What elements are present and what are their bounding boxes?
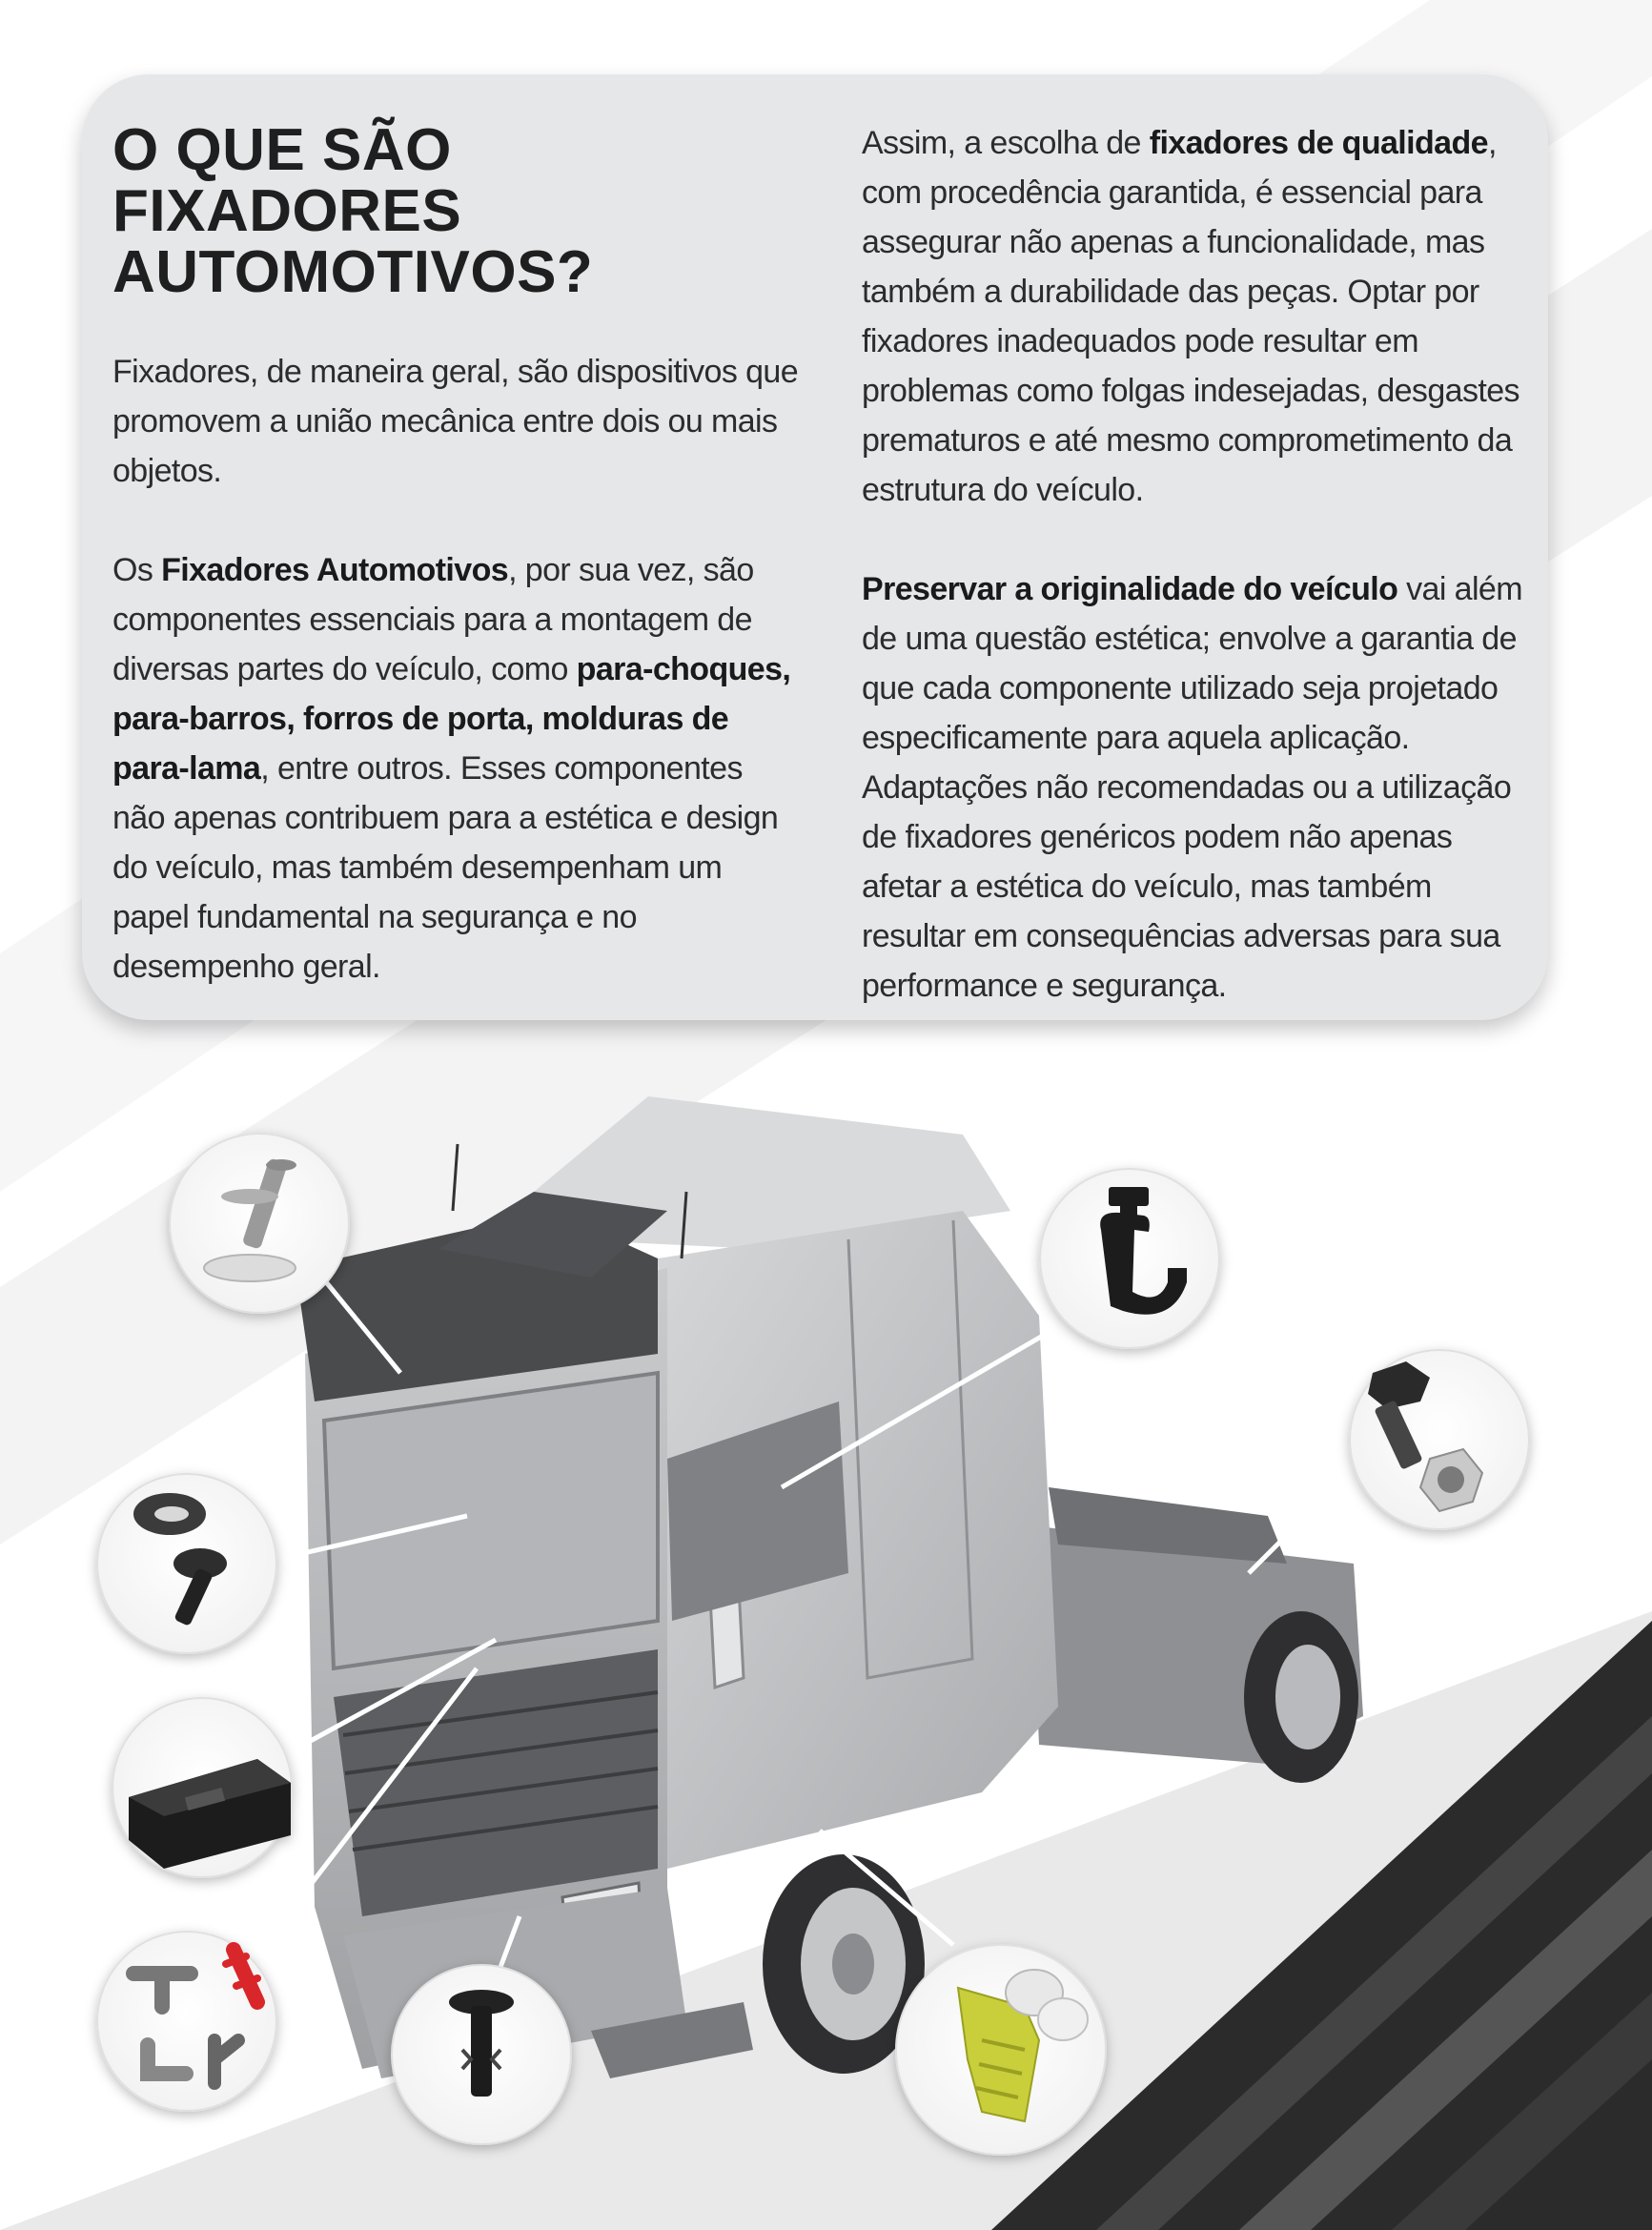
callout-yellow-clip xyxy=(896,1945,1106,2155)
body-text: , por sua vez, são componentes essenciais para a montagem de diversas partes do veículo, como xyxy=(112,551,754,687)
body-text: Fixadores, de maneira geral, são dispositivos que promovem a união mecânica entre dois ou mais objetos. xyxy=(112,353,798,489)
left-column xyxy=(112,74,799,992)
callout-j-clip xyxy=(1040,1169,1219,1348)
body-text: , com procedência garantida, é essencial para assegurar não apenas a funcionalidade, mas também a durabilidade das peças. Optar por fixadores inadequados pode resultar em problemas como folgas indesejadas, desgastes prematuros e até mesmo comprometimento da estrutura do veículo. xyxy=(862,125,1519,508)
callout-snap-rivet xyxy=(97,1474,276,1653)
emphasis-text: Fixadores Automotivos xyxy=(161,551,509,588)
paragraph-definition xyxy=(112,347,799,496)
callout-bolt-nut xyxy=(1350,1350,1529,1529)
title-line-2: AUTOMOTIVOS? xyxy=(112,238,594,305)
emphasis-text: fixadores de qualidade xyxy=(1149,125,1488,161)
right-column xyxy=(862,74,1529,1011)
paragraph-originality xyxy=(862,564,1529,1011)
emphasis-text: Preservar a originalidade do veículo xyxy=(862,571,1398,607)
body-text: vai além de uma questão estética; envolve a garantia de que cada componente utilizado seja projetado especificamente para aquela aplicação. Adaptações não recomendadas ou a utilização de fixadores genéricos podem não apenas afetar a estética do veículo, mas também resultar em consequências adversas para sua performance e segurança. xyxy=(862,571,1522,1004)
page-title xyxy=(112,117,799,305)
paragraph-quality xyxy=(862,118,1529,515)
callout-black-rivet xyxy=(392,1965,571,2144)
callout-black-bracket xyxy=(112,1698,292,1877)
paragraph-automotive-fasteners xyxy=(112,545,799,992)
body-text: Os xyxy=(112,551,162,588)
body-text: Assim, a escolha de xyxy=(862,125,1150,161)
title-line-1: O QUE SÃO FIXADORES xyxy=(112,117,462,244)
callout-hose-connectors xyxy=(97,1932,276,2111)
truck-illustration xyxy=(0,1030,1652,2230)
body-text: , entre outros. Esses componentes não apenas contribuem para a estética e design do veículo, mas também desempenham um papel fundamental na segurança e no desempenho geral. xyxy=(112,749,779,985)
info-card xyxy=(82,74,1548,1020)
callout-push-rivet-white xyxy=(170,1134,349,1313)
emphasis-text: para-choques, para-barros, forros de porta, molduras de para-lama xyxy=(112,650,791,787)
